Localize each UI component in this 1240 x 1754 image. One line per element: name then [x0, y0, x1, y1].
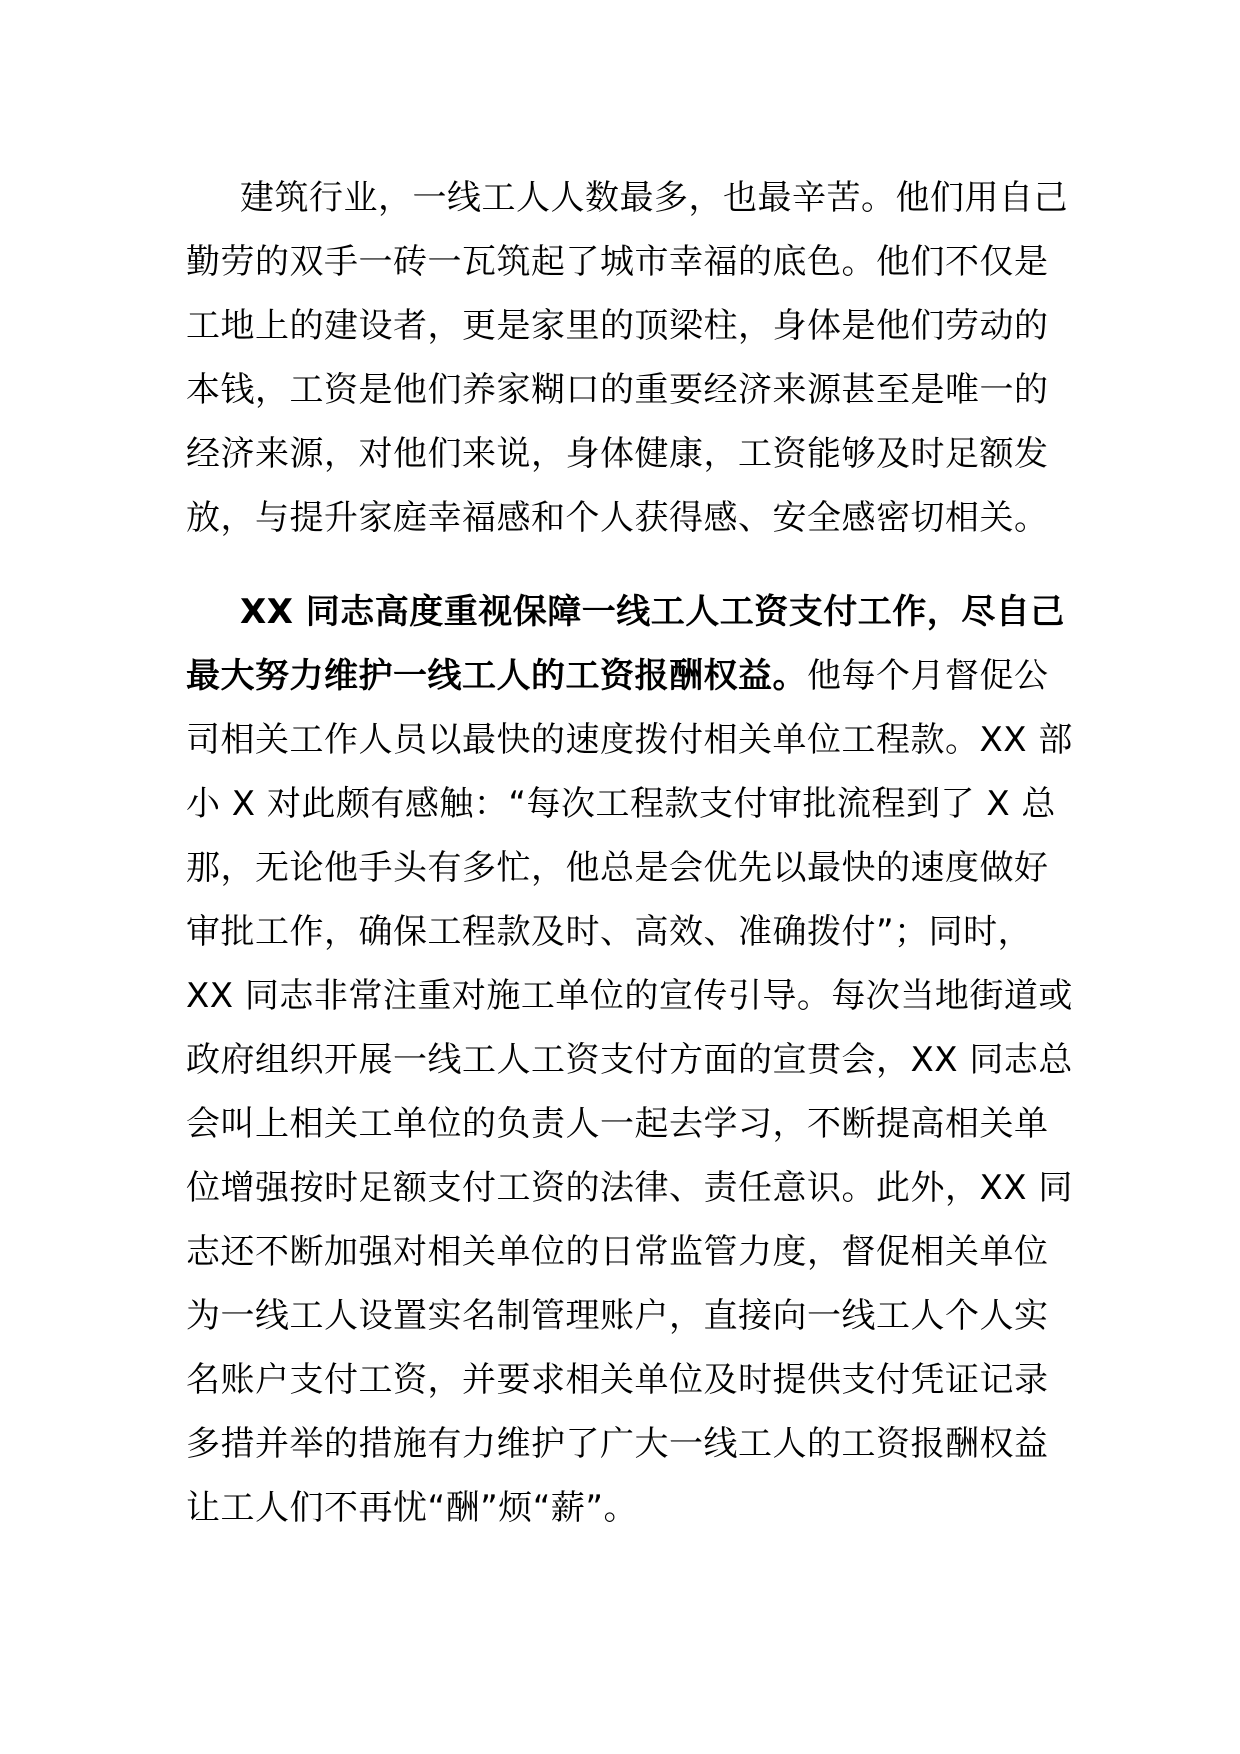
paragraph-line: 让工人们不再忧“酬”烦“薪”。 [186, 1488, 638, 1528]
paragraph-bold-line: XX 同志高度重视保障一线工人工资支付工作，尽自己 [240, 592, 1065, 632]
paragraph-line: 小 X 对此颇有感触：“每次工程款支付审批流程到了 X 总 [186, 784, 1056, 824]
paragraph-line: 多措并举的措施有力维护了广大一线工人的工资报酬权益 [186, 1424, 1049, 1464]
paragraph-line: 经济来源，对他们来说，身体健康，工资能够及时足额发 [186, 434, 1049, 474]
paragraph-line: 位增强按时足额支付工资的法律、责任意识。此外，XX 同 [186, 1168, 1073, 1208]
paragraph-line: 为一线工人设置实名制管理账户，直接向一线工人个人实 [186, 1296, 1049, 1336]
paragraph-line: 志还不断加强对相关单位的日常监管力度，督促相关单位 [186, 1232, 1049, 1272]
paragraph-line: 会叫上相关工单位的负责人一起去学习，不断提高相关单 [186, 1104, 1049, 1144]
paragraph-line: 政府组织开展一线工人工资支付方面的宣贯会，XX 同志总 [186, 1040, 1073, 1080]
paragraph-line: XX 同志非常注重对施工单位的宣传引导。每次当地街道或 [186, 976, 1073, 1016]
paragraph-line: 本钱，工资是他们养家糊口的重要经济来源甚至是唯一的 [186, 370, 1049, 410]
paragraph-line: 审批工作，确保工程款及时、高效、准确拨付”；同时， [186, 912, 1033, 952]
paragraph-2 [186, 580, 1073, 1540]
paragraph-mixed-line [186, 644, 1066, 708]
paragraph-1 [186, 166, 1066, 550]
paragraph-bold-text: 最大努力维护一线工人的工资报酬权益。 [186, 656, 807, 696]
paragraph-normal-text: 他每个月督促公 [807, 656, 1049, 696]
paragraph-line: 那，无论他手头有多忙，他总是会优先以最快的速度做好 [186, 848, 1049, 888]
paragraph-line: 工地上的建设者，更是家里的顶梁柱，身体是他们劳动的 [186, 306, 1049, 346]
paragraph-line: 建筑行业，一线工人人数最多，也最辛苦。他们用自己 [240, 178, 1068, 218]
paragraph-line: 放，与提升家庭幸福感和个人获得感、安全感密切相关。 [186, 498, 1049, 538]
paragraph-line: 名账户支付工资，并要求相关单位及时提供支付凭证记录 [186, 1360, 1049, 1400]
paragraph-line: 司相关工作人员以最快的速度拨付相关单位工程款。XX 部 [186, 720, 1073, 760]
paragraph-line: 勤劳的双手一砖一瓦筑起了城市幸福的底色。他们不仅是 [186, 242, 1049, 282]
